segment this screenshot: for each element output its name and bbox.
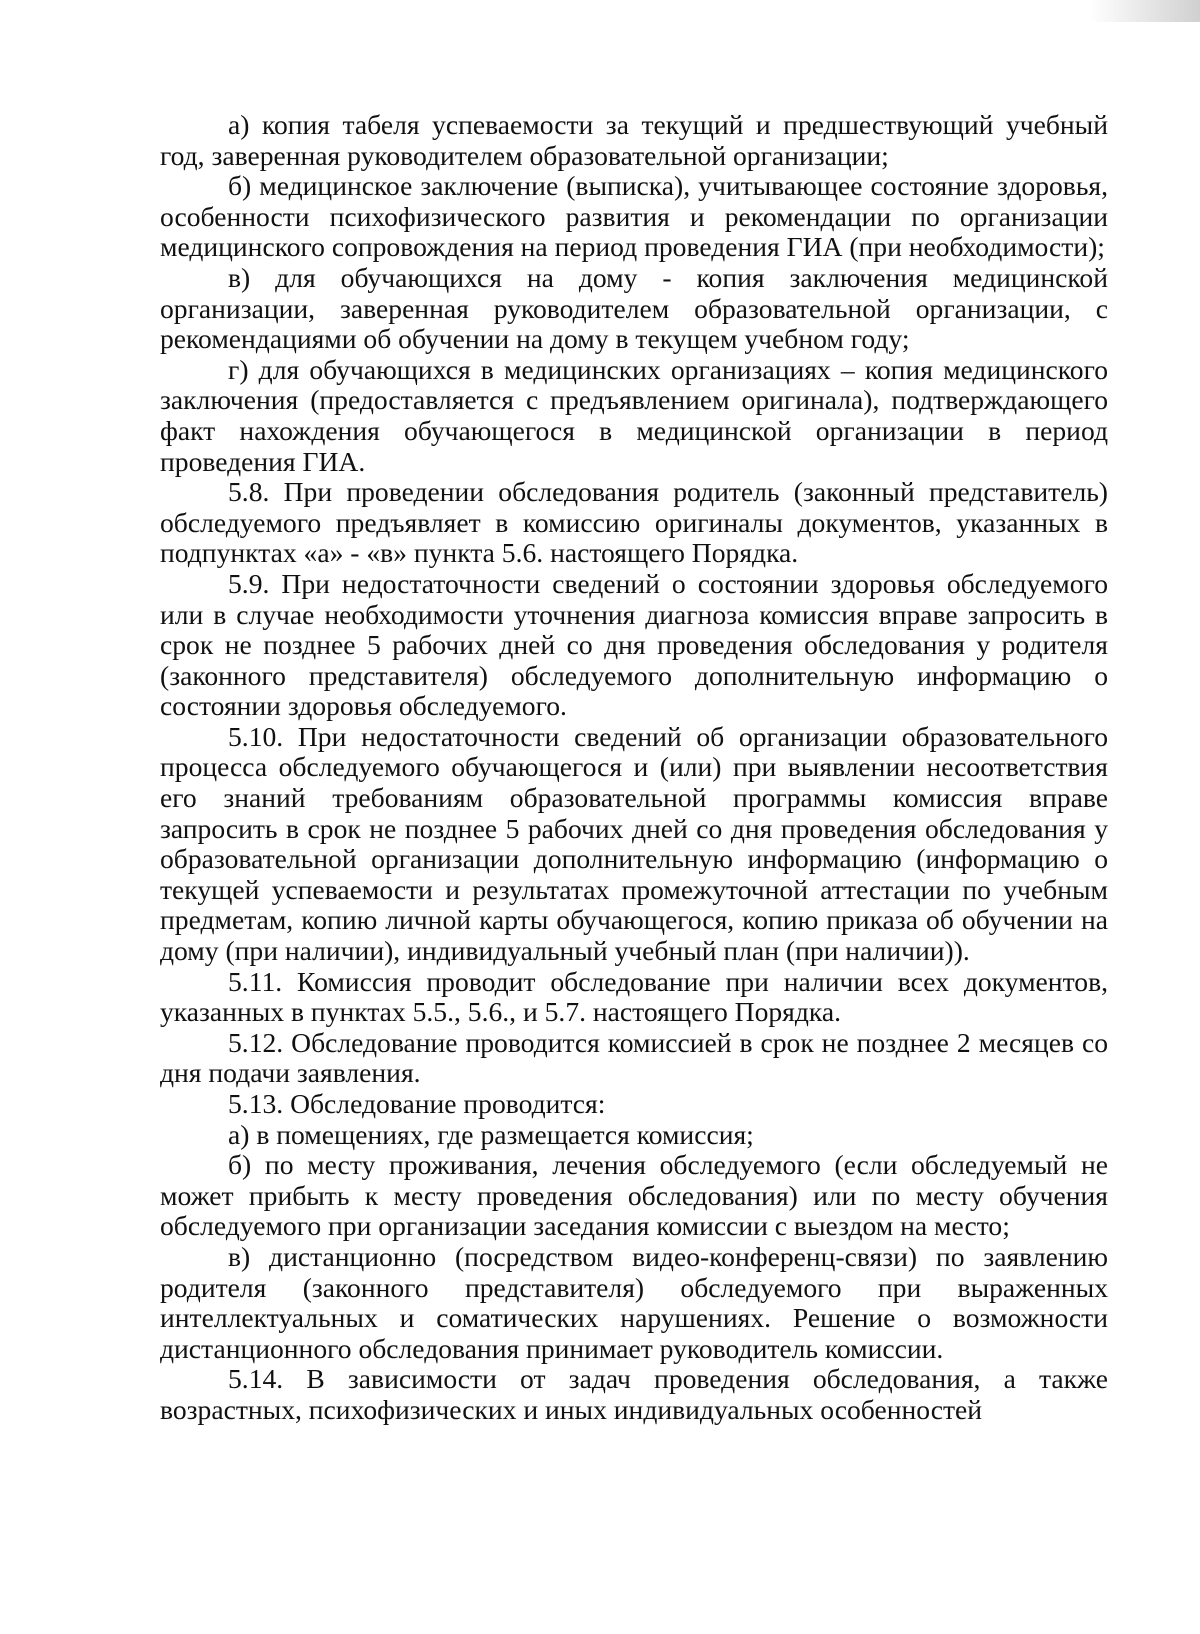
paragraph-5-8: 5.8. При проведении обследования родитель (законный представитель) обследуемого предъявляет в комиссию оригиналы документов, указанных в подпунктах «а» - «в» пункта 5.6. настоящего Порядка. [160, 476, 1108, 569]
document-body [160, 110, 1108, 1426]
paragraph-5-13-a: а) в помещениях, где размещается комиссия; [228, 1118, 754, 1150]
paragraph-5-10: 5.10. При недостаточности сведений об организации образовательного процесса обследуемого обучающегося и (или) при выявлении несоответствия его знаний требованиям образовательной программы комиссия вправе запросить в срок не позднее 5 рабочих дней со дня проведения обследования у образовательной организации дополнительную информацию (информацию о текущей успеваемости и результатах промежуточной аттестации по учебным предметам, копию личной карты обучающегося, копию приказа об обучении на дому (при наличии), индивидуальный учебный план (при наличии)). [160, 720, 1108, 967]
paragraph-5-14: 5.14. В зависимости от задач проведения обследования, а также возрастных, психофизических и иных индивидуальных особенностей [160, 1363, 1108, 1425]
paragraph-5-13: 5.13. Обследование проводится: [228, 1088, 606, 1119]
paragraph-item-v-home-schooling: в) для обучающихся на дому - копия заключения медицинской организации, заверенная руководителем образовательной организации, с рекомендациями об обучении на дому в текущем учебном году; [160, 261, 1108, 355]
paragraph-5-9: 5.9. При недостаточности сведений о состоянии здоровья обследуемого или в случае необходимости уточнения диагноза комиссия вправе запросить в срок не позднее 5 рабочих дней со дня проведения обследования у родителя (законного представителя) обследуемого дополнительную информацию о состоянии здоровья обследуемого. [160, 567, 1108, 722]
scan-edge-shadow [1090, 0, 1200, 22]
paragraph-item-g-medical-organizations: г) для обучающихся в медицинских организациях – копия медицинского заключения (предоставляется с предъявлением оригинала), подтверждающего факт нахождения обучающегося в медицинской организации в период проведения ГИА. [160, 353, 1108, 477]
paragraph-5-13-b: б) по месту проживания, лечения обследуемого (если обследуемый не может прибыть к месту проведения обследования) или по месту обучения обследуемого при организации заседания комиссии с выездом на место; [160, 1149, 1108, 1242]
paragraph-5-12: 5.12. Обследование проводится комиссией в срок не позднее 2 месяцев со дня подачи заявления. [160, 1026, 1108, 1089]
paragraph-5-13-v: в) дистанционно (посредством видео-конференц-связи) по заявлению родителя (законного представителя) обследуемого при выраженных интеллектуальных и соматических нарушениях. Решение о возможности дистанционного обследования принимает руководитель комиссии. [160, 1240, 1108, 1364]
paragraph-item-a-report-card: а) копия табеля успеваемости за текущий и предшествующий учебный год, заверенная руководителем образовательной организации; [160, 109, 1108, 171]
paragraph-item-b-medical-conclusion: б) медицинское заключение (выписка), учитывающее состояние здоровья, особенности психофизического развития и рекомендации по организации медицинского сопровождения на период проведения ГИА (при необходимости); [160, 170, 1108, 263]
paragraph-5-11: 5.11. Комиссия проводит обследование при наличии всех документов, указанных в пунктах 5.5., 5.6., и 5.7. настоящего Порядка. [160, 965, 1108, 1028]
